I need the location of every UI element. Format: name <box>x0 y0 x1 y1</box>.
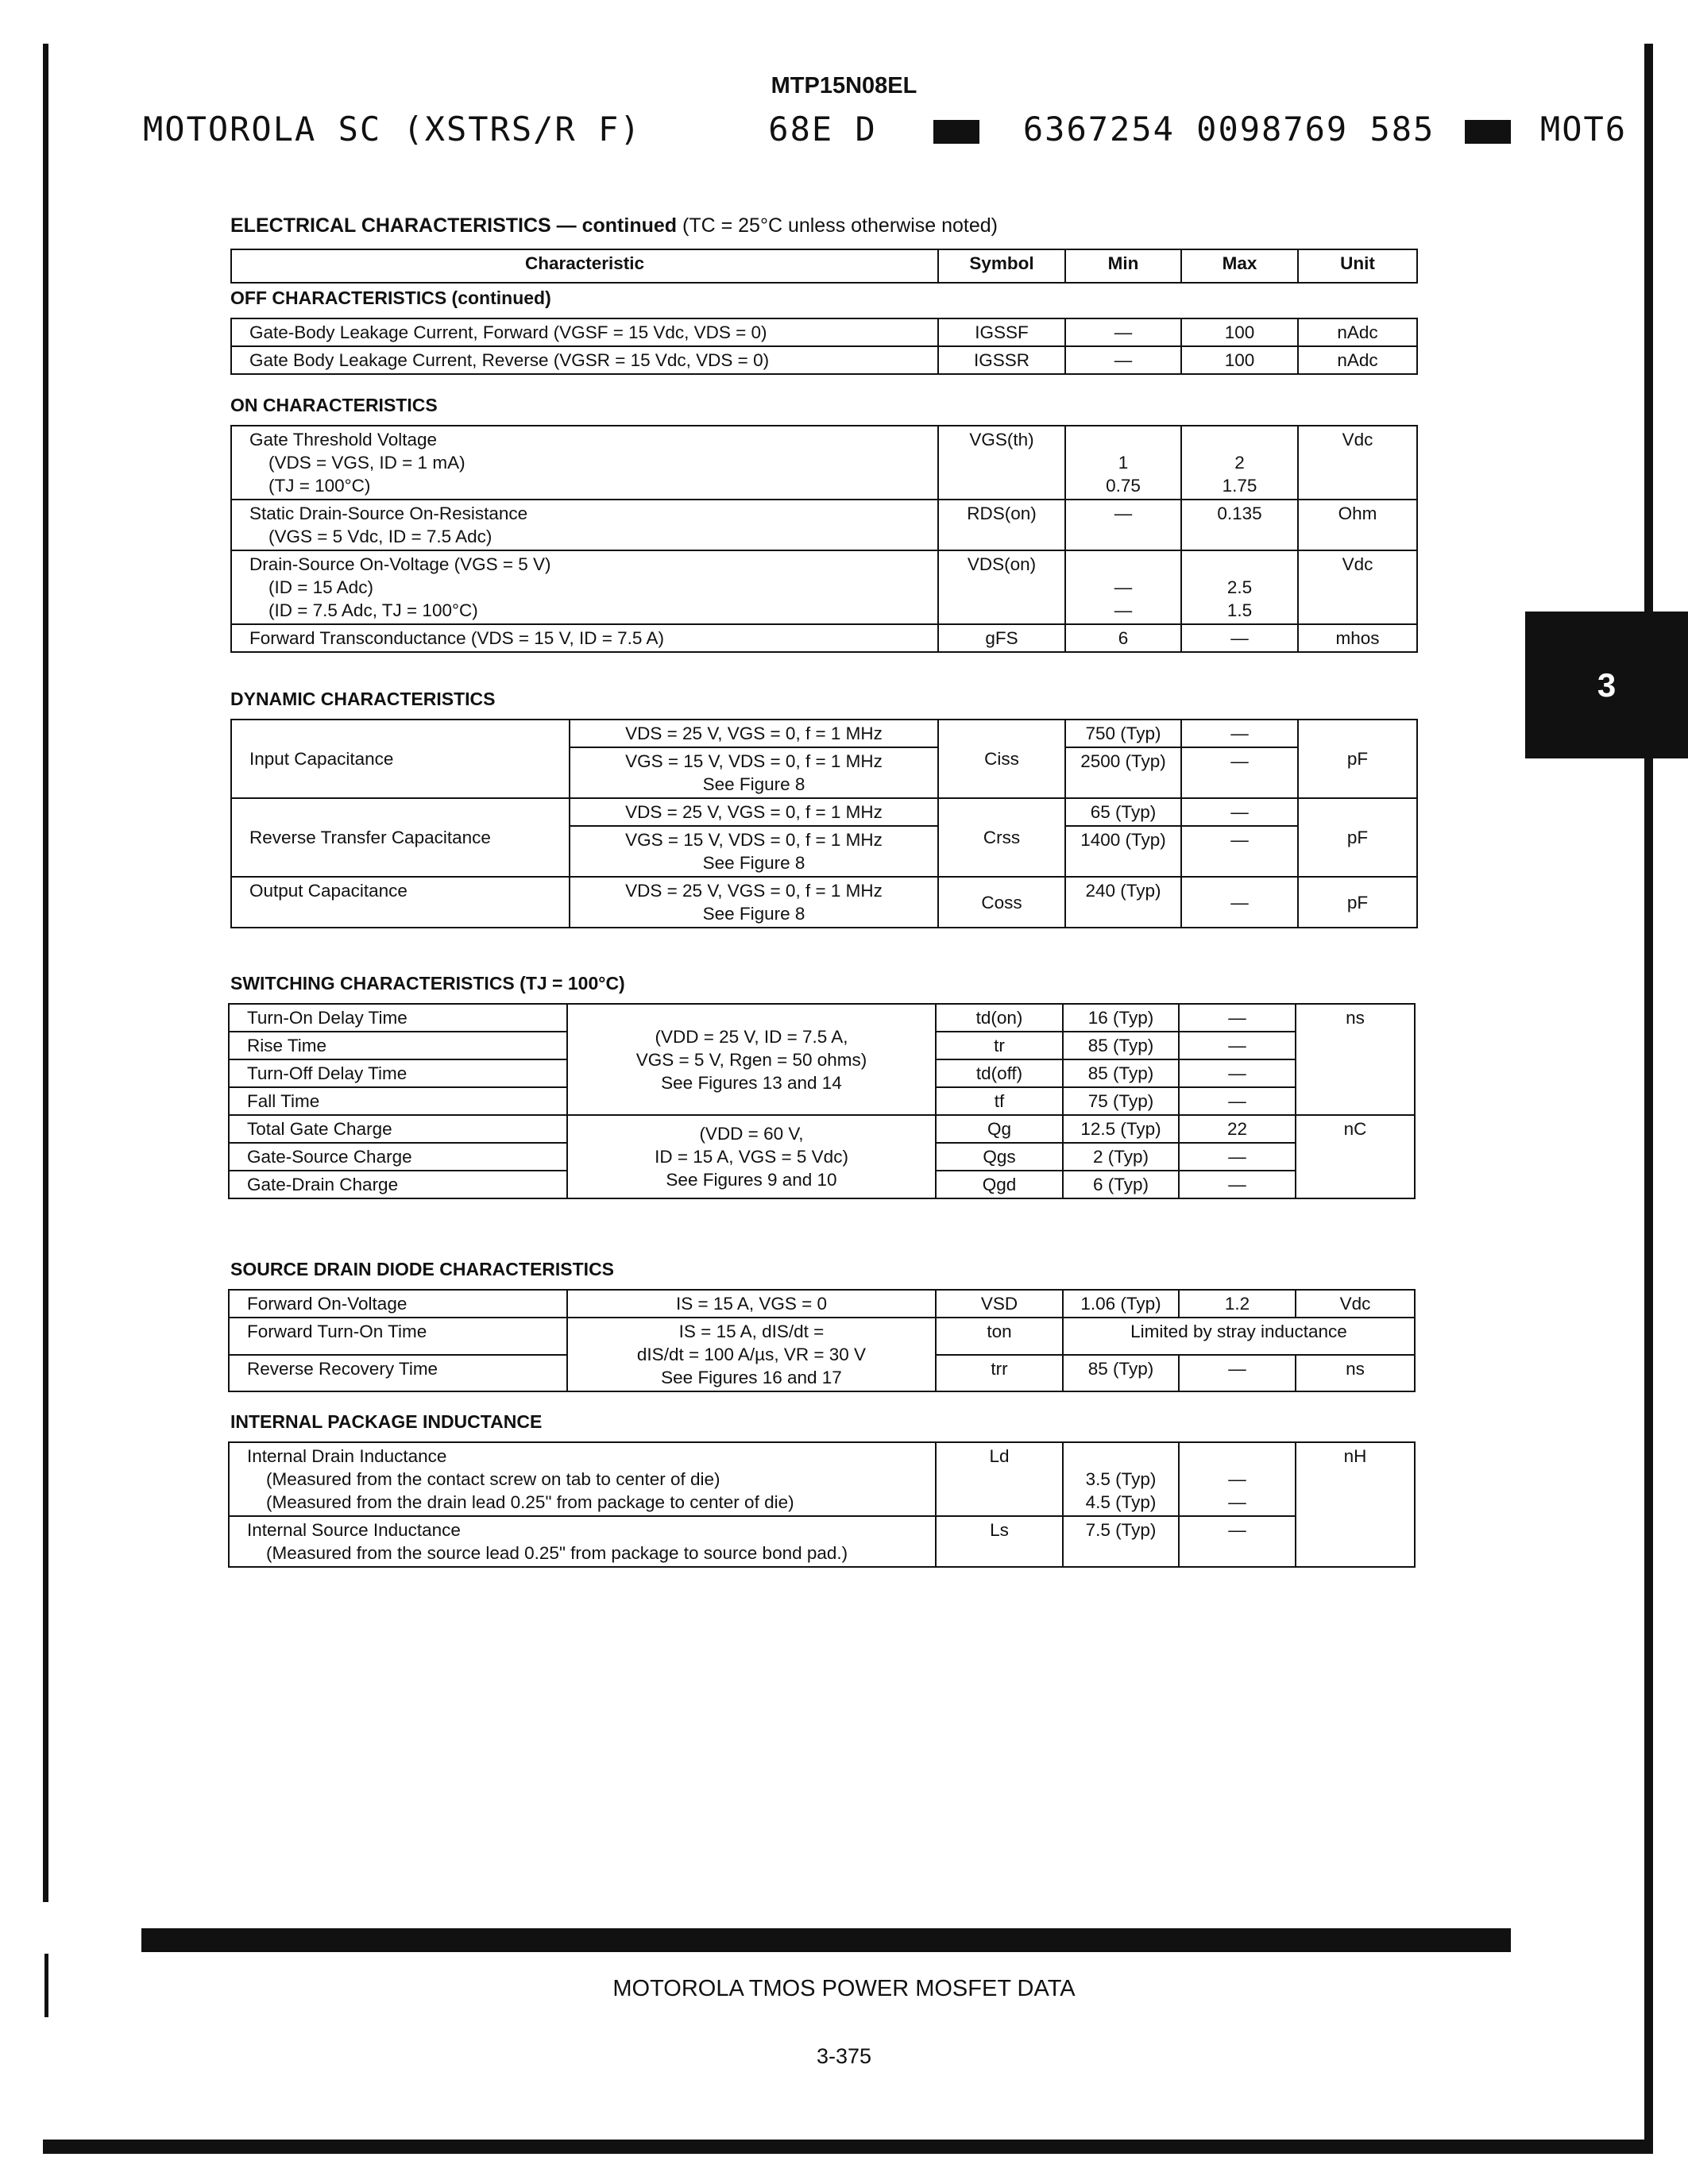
row-max: — <box>1181 747 1298 798</box>
row-condition <box>570 877 938 928</box>
condition-line: See Figures 13 and 14 <box>661 1072 842 1093</box>
table-title-bold: ELECTRICAL CHARACTERISTICS — continued <box>230 214 678 237</box>
row-min: 7.5 (Typ) <box>1063 1516 1179 1567</box>
bottom-border <box>43 2140 1653 2154</box>
max-value-1: — <box>1228 1469 1246 1489</box>
table-row <box>231 877 1417 928</box>
condition-line: See Figure 8 <box>702 853 805 873</box>
row-min: 1.06 (Typ) <box>1063 1290 1179 1318</box>
max-value-2: 1.5 <box>1226 600 1253 620</box>
max-value-1: 2.5 <box>1226 577 1253 597</box>
condition-line: VGS = 5 V, Rgen = 50 ohms) <box>635 1049 867 1070</box>
left-border <box>43 44 48 1902</box>
table-row <box>231 550 1417 624</box>
row-max: 100 <box>1181 318 1298 346</box>
section-on: ON CHARACTERISTICS <box>230 395 438 415</box>
col-symbol: Symbol <box>938 249 1065 283</box>
col-min: Min <box>1065 249 1181 283</box>
row-min <box>1065 550 1181 624</box>
header-block-2 <box>1465 120 1511 144</box>
condition-line: See Figure 8 <box>702 904 805 924</box>
row-label: Reverse Transfer Capacitance <box>231 798 570 877</box>
row-symbol: tf <box>936 1087 1063 1115</box>
row-symbol: Ls <box>936 1516 1063 1567</box>
header-right: MOT6 <box>1539 110 1628 149</box>
row-label <box>231 500 938 550</box>
row-max: — <box>1179 1355 1296 1392</box>
threshold-label: Gate Threshold Voltage <box>249 430 437 450</box>
min-value-2: — <box>1114 600 1133 620</box>
table-row <box>229 1516 1415 1567</box>
row-label: Gate-Body Leakage Current, Forward (VGSF = 15 Vdc, VDS = 0) <box>231 318 938 346</box>
row-symbol: RDS(on) <box>938 500 1065 550</box>
row-symbol: VSD <box>936 1290 1063 1318</box>
condition-line: See Figure 8 <box>702 774 805 794</box>
row-max: — <box>1181 624 1298 652</box>
row-min: 240 (Typ) <box>1065 877 1181 928</box>
section-inductance: INTERNAL PACKAGE INDUCTANCE <box>230 1411 543 1432</box>
vdson-cond-2: (ID = 7.5 Adc, TJ = 100°C) <box>268 600 478 620</box>
condition-line: VGS = 15 V, VDS = 0, f = 1 MHz <box>625 751 883 771</box>
row-condition <box>567 1318 936 1391</box>
row-min: 85 (Typ) <box>1063 1059 1179 1087</box>
ld-cond-2: (Measured from the drain lead 0.25" from package to center of die) <box>266 1492 794 1512</box>
ld-cond-1: (Measured from the contact screw on tab to center of die) <box>266 1469 720 1489</box>
column-header <box>230 249 1418 284</box>
row-symbol: ton <box>936 1318 1063 1355</box>
min-value-2: 0.75 <box>1106 476 1141 496</box>
header-block-1 <box>933 120 979 144</box>
condition-line: VDS = 25 V, VGS = 0, f = 1 MHz <box>625 881 883 901</box>
row-min: 16 (Typ) <box>1063 1004 1179 1032</box>
row-label: Total Gate Charge <box>229 1115 567 1143</box>
row-max: — <box>1179 1516 1296 1567</box>
condition-line: ID = 15 A, VGS = 5 Vdc) <box>655 1147 848 1167</box>
row-unit: pF <box>1298 877 1417 928</box>
row-label <box>229 1442 936 1516</box>
row-min: 85 (Typ) <box>1063 1032 1179 1059</box>
col-max: Max <box>1181 249 1298 283</box>
row-min: 6 <box>1065 624 1181 652</box>
condition-line: IS = 15 A, dIS/dt = <box>678 1322 825 1341</box>
vdson-cond-1: (ID = 15 Adc) <box>268 577 373 597</box>
row-symbol: Coss <box>938 877 1065 928</box>
row-label <box>229 1516 936 1567</box>
row-min: 2500 (Typ) <box>1065 747 1181 798</box>
table-row <box>231 346 1417 374</box>
ls-label: Internal Source Inductance <box>247 1520 461 1540</box>
table-row <box>229 1004 1415 1032</box>
row-condition: VDS = 25 V, VGS = 0, f = 1 MHz <box>570 798 938 826</box>
condition-line: See Figures 9 and 10 <box>666 1170 837 1190</box>
row-label: Reverse Recovery Time <box>229 1355 567 1392</box>
row-min <box>1063 1442 1179 1516</box>
table-row <box>229 1318 1415 1355</box>
row-min: 75 (Typ) <box>1063 1087 1179 1115</box>
row-min: — <box>1065 318 1181 346</box>
row-min: — <box>1065 500 1181 550</box>
row-symbol: VDS(on) <box>938 550 1065 624</box>
section-switching: SWITCHING CHARACTERISTICS (TJ = 100°C) <box>230 973 625 994</box>
row-condition <box>567 1004 936 1115</box>
row-label <box>231 426 938 500</box>
row-min: 85 (Typ) <box>1063 1355 1179 1392</box>
inductance-table <box>228 1441 1416 1568</box>
min-value-1: 3.5 (Typ) <box>1085 1469 1157 1489</box>
max-value-2: — <box>1228 1492 1246 1512</box>
ld-label: Internal Drain Inductance <box>247 1446 447 1466</box>
row-unit: Vdc <box>1298 550 1417 624</box>
footer-title: MOTOROLA TMOS POWER MOSFET DATA <box>612 1976 1076 2001</box>
table-row <box>231 500 1417 550</box>
row-min: 1400 (Typ) <box>1065 826 1181 877</box>
part-number: MTP15N08EL <box>771 73 917 98</box>
row-max <box>1179 1442 1296 1516</box>
row-unit: pF <box>1298 720 1417 798</box>
col-unit: Unit <box>1298 249 1417 283</box>
row-symbol: IGSSR <box>938 346 1065 374</box>
dynamic-table <box>230 719 1418 928</box>
row-symbol: Qgs <box>936 1143 1063 1171</box>
row-max: — <box>1179 1059 1296 1087</box>
threshold-cond-2: (TJ = 100°C) <box>268 476 371 496</box>
row-unit: nC <box>1296 1115 1415 1198</box>
row-label: Rise Time <box>229 1032 567 1059</box>
min-value-2: 4.5 (Typ) <box>1085 1492 1157 1512</box>
row-symbol: gFS <box>938 624 1065 652</box>
row-label <box>231 550 938 624</box>
row-unit: mhos <box>1298 624 1417 652</box>
right-border <box>1644 44 1653 2148</box>
min-value-1: — <box>1114 577 1133 597</box>
footer-rule <box>141 1928 1511 1952</box>
row-label: Output Capacitance <box>231 877 570 928</box>
switching-table <box>228 1003 1416 1199</box>
row-symbol: td(on) <box>936 1004 1063 1032</box>
row-label: Forward On-Voltage <box>229 1290 567 1318</box>
row-max: — <box>1179 1087 1296 1115</box>
row-condition: VDS = 25 V, VGS = 0, f = 1 MHz <box>570 720 938 747</box>
row-symbol: VGS(th) <box>938 426 1065 500</box>
row-symbol: Crss <box>938 798 1065 877</box>
table-row <box>229 1115 1415 1143</box>
row-max: — <box>1181 798 1298 826</box>
row-unit: Ohm <box>1298 500 1417 550</box>
row-symbol: Qgd <box>936 1171 1063 1198</box>
row-label: Gate-Drain Charge <box>229 1171 567 1198</box>
table-row <box>231 798 1417 826</box>
row-max: — <box>1179 1004 1296 1032</box>
row-symbol: tr <box>936 1032 1063 1059</box>
row-max: 100 <box>1181 346 1298 374</box>
table-row <box>231 426 1417 500</box>
max-value-1: 2 <box>1234 453 1245 473</box>
diode-table <box>228 1289 1416 1392</box>
row-max: — <box>1181 826 1298 877</box>
row-unit: pF <box>1298 798 1417 877</box>
header-code: 68E D <box>768 110 877 149</box>
section-off: OFF CHARACTERISTICS (continued) <box>230 287 551 308</box>
section-diode: SOURCE DRAIN DIODE CHARACTERISTICS <box>230 1259 615 1279</box>
row-max: — <box>1179 1171 1296 1198</box>
table-row <box>229 1290 1415 1318</box>
scan-header <box>143 110 1628 149</box>
section-dynamic: DYNAMIC CHARACTERISTICS <box>230 689 496 709</box>
row-condition <box>570 747 938 798</box>
row-label: Turn-Off Delay Time <box>229 1059 567 1087</box>
row-condition <box>570 826 938 877</box>
on-table <box>230 425 1418 653</box>
row-min: 6 (Typ) <box>1063 1171 1179 1198</box>
row-unit: ns <box>1296 1355 1415 1392</box>
condition-line: (VDD = 25 V, ID = 7.5 A, <box>655 1026 848 1047</box>
row-condition <box>567 1115 936 1198</box>
row-max: 22 <box>1179 1115 1296 1143</box>
row-unit: nAdc <box>1298 346 1417 374</box>
header-left: MOTOROLA SC (XSTRS/R F) <box>143 110 642 149</box>
row-value-span: Limited by stray inductance <box>1063 1318 1415 1355</box>
col-characteristic: Characteristic <box>231 249 938 283</box>
table-row <box>231 624 1417 652</box>
row-symbol: Ld <box>936 1442 1063 1516</box>
rdson-cond: (VGS = 5 Vdc, ID = 7.5 Adc) <box>268 527 492 546</box>
off-table <box>230 318 1418 375</box>
row-label: Turn-On Delay Time <box>229 1004 567 1032</box>
threshold-cond-1: (VDS = VGS, ID = 1 mA) <box>268 453 465 473</box>
row-max: — <box>1181 720 1298 747</box>
section-tab-marker: 3 <box>1525 612 1688 758</box>
row-label: Forward Transconductance (VDS = 15 V, ID = 7.5 A) <box>231 624 938 652</box>
row-label: Gate-Source Charge <box>229 1143 567 1171</box>
row-unit: nH <box>1296 1442 1415 1567</box>
min-value-1: 1 <box>1118 453 1129 473</box>
row-max: — <box>1179 1143 1296 1171</box>
row-max: — <box>1181 877 1298 928</box>
vdson-label: Drain-Source On-Voltage (VGS = 5 V) <box>249 554 551 574</box>
row-symbol: trr <box>936 1355 1063 1392</box>
condition-line: dIS/dt = 100 A/µs, VR = 30 V <box>636 1345 867 1364</box>
table-row <box>231 720 1417 747</box>
table-title-note: (TC = 25°C unless otherwise noted) <box>682 214 998 237</box>
row-max <box>1181 426 1298 500</box>
row-symbol: Ciss <box>938 720 1065 798</box>
table-title <box>230 214 998 237</box>
row-unit: Vdc <box>1298 426 1417 500</box>
header-numbers: 6367254 0098769 585 <box>1022 110 1435 149</box>
condition-line: (VDD = 60 V, <box>699 1124 804 1144</box>
row-label: Input Capacitance <box>231 720 570 798</box>
row-label: Gate Body Leakage Current, Reverse (VGSR = 15 Vdc, VDS = 0) <box>231 346 938 374</box>
condition-line: See Figures 16 and 17 <box>661 1368 842 1387</box>
row-min: 12.5 (Typ) <box>1063 1115 1179 1143</box>
row-max <box>1181 550 1298 624</box>
row-unit: Vdc <box>1296 1290 1415 1318</box>
row-min: 2 (Typ) <box>1063 1143 1179 1171</box>
row-min: 750 (Typ) <box>1065 720 1181 747</box>
row-label: Forward Turn-On Time <box>229 1318 567 1355</box>
table-row <box>231 318 1417 346</box>
row-symbol: td(off) <box>936 1059 1063 1087</box>
condition-line: VGS = 15 V, VDS = 0, f = 1 MHz <box>625 830 883 850</box>
row-min <box>1065 426 1181 500</box>
row-symbol: Qg <box>936 1115 1063 1143</box>
rdson-label: Static Drain-Source On-Resistance <box>249 504 528 523</box>
max-value-2: 1.75 <box>1222 476 1257 496</box>
row-max: 1.2 <box>1179 1290 1296 1318</box>
row-min: 65 (Typ) <box>1065 798 1181 826</box>
table-row <box>229 1442 1415 1516</box>
row-label: Fall Time <box>229 1087 567 1115</box>
row-max: — <box>1179 1032 1296 1059</box>
row-symbol: IGSSF <box>938 318 1065 346</box>
row-min: — <box>1065 346 1181 374</box>
row-condition: IS = 15 A, VGS = 0 <box>567 1290 936 1318</box>
row-max: 0.135 <box>1181 500 1298 550</box>
page-number: 3-375 <box>816 2044 872 2068</box>
row-unit: nAdc <box>1298 318 1417 346</box>
ls-cond: (Measured from the source lead 0.25" from package to source bond pad.) <box>266 1543 848 1563</box>
row-unit: ns <box>1296 1004 1415 1115</box>
